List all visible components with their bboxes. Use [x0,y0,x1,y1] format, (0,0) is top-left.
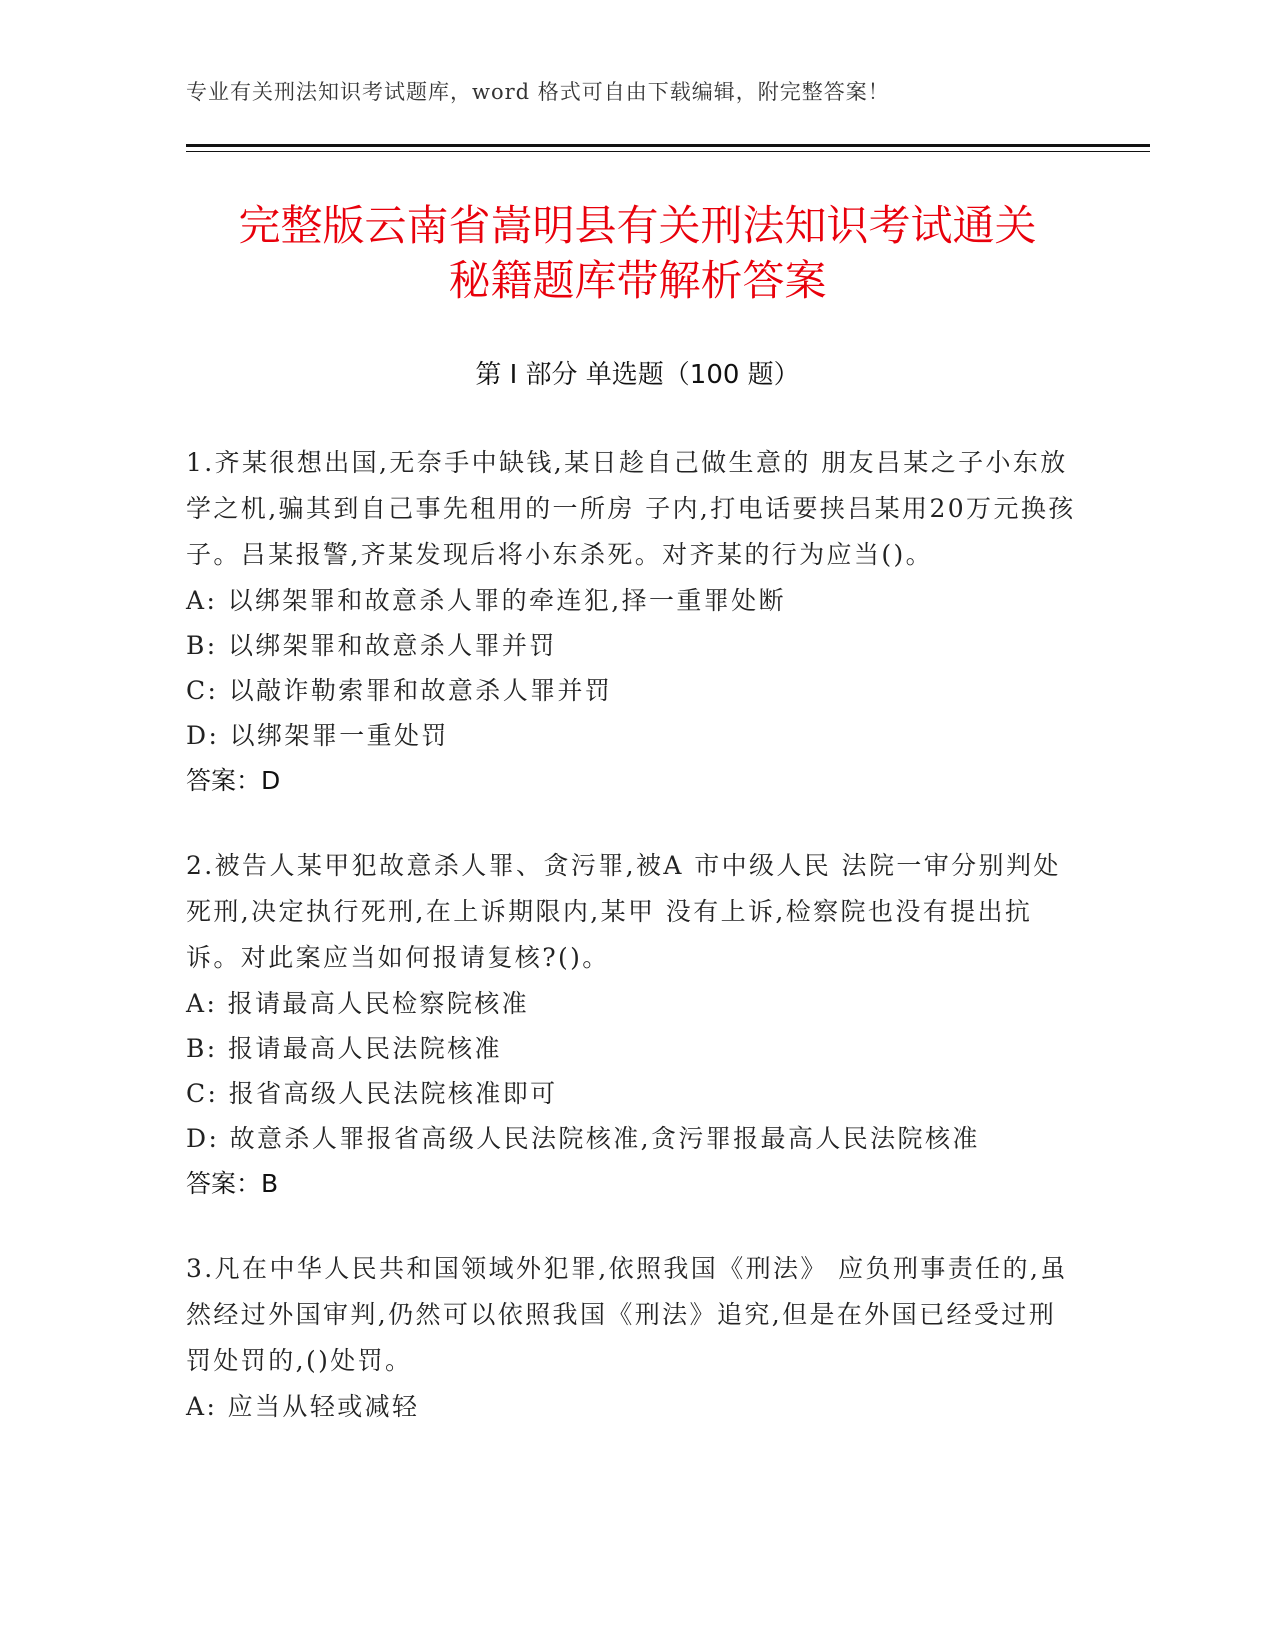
header-divider-thick [186,144,1150,147]
answer-label: 答案：D [186,766,281,795]
option-c: C: 报省高级人民法院核准即可 [186,1079,558,1108]
header-note: 专业有关刑法知识考试题库，word 格式可自由下载编辑，附完整答案！ [186,80,890,104]
question-1 [186,440,1076,803]
question-stem: 1.齐某很想出国,无奈手中缺钱,某日趁自己做生意的 朋友吕某之子小东放学之机,骗其到自己事先租用的一所房 子内,打电话要挟吕某用20万元换孩子。吕某报警,齐某发现后将小东杀死。对齐某的行为应当()。 [186,448,1076,569]
option-a: A: 报请最高人民检察院核准 [186,989,530,1018]
question-list [186,440,1076,1469]
option-b: B: 以绑架罪和故意杀人罪并罚 [186,631,557,660]
option-a: A: 以绑架罪和故意杀人罪的牵连犯,择一重罪处断 [186,586,786,615]
option-b: B: 报请最高人民法院核准 [186,1034,502,1063]
document-title [120,198,1155,308]
option-d: D: 故意杀人罪报省高级人民法院核准,贪污罪报最高人民法院核准 [186,1124,980,1153]
title-line-1: 完整版云南省嵩明县有关刑法知识考试通关 [238,201,1037,250]
section-heading: 第 I 部分 单选题（100 题） [475,360,800,390]
question-2 [186,843,1076,1206]
question-3 [186,1246,1076,1429]
option-c: C: 以敲诈勒索罪和故意杀人罪并罚 [186,676,613,705]
option-a: A: 应当从轻或减轻 [186,1392,420,1421]
option-d: D: 以绑架罪一重处罚 [186,721,449,750]
title-line-2: 秘籍题库带解析答案 [448,256,827,305]
answer-label: 答案：B [186,1169,279,1198]
question-stem: 3.凡在中华人民共和国领域外犯罪,依照我国《刑法》 应负刑事责任的,虽然经过外国审判,仍然可以依照我国《刑法》追究,但是在外国已经受过刑罚处罚的,()处罚。 [186,1254,1068,1375]
question-stem: 2.被告人某甲犯故意杀人罪、贪污罪,被A 市中级人民 法院一审分别判处死刑,决定执行死刑,在上诉期限内,某甲 没有上诉,检察院也没有提出抗诉。对此案应当如何报请复核?()。 [186,851,1061,972]
header-divider-thin [186,151,1150,152]
